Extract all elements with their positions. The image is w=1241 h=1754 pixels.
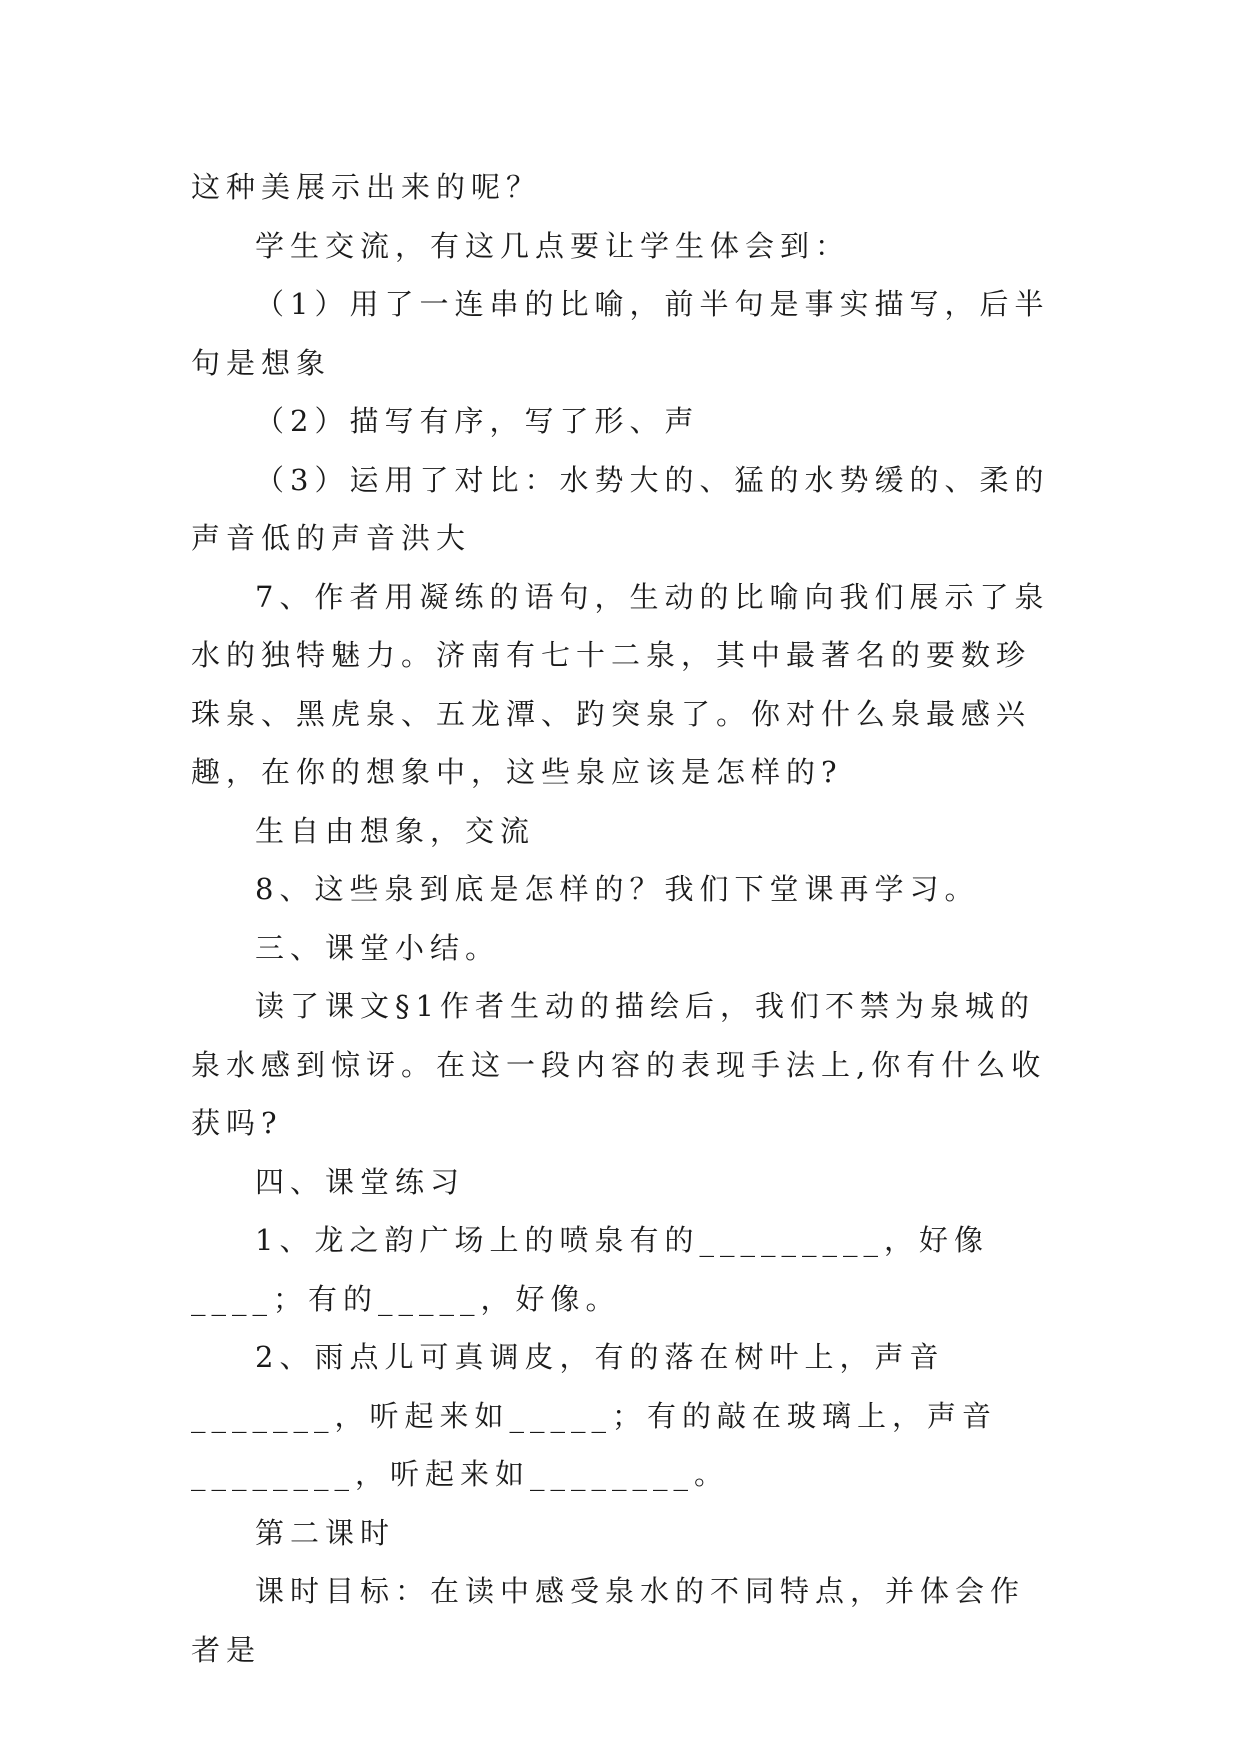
paragraph-lesson-goal: 课时目标：在读中感受泉水的不同特点，并体会作者是 (191, 1574, 1026, 1667)
section-heading-second-lesson: 第二课时 (255, 1515, 396, 1550)
section-heading-practice: 四、课堂练习 (255, 1164, 466, 1199)
paragraph-summary: 读了课文§1作者生动的描绘后，我们不禁为泉城的泉水感到惊讶。在这一段内容的表现手法上,你有什么收获吗? (191, 989, 1047, 1140)
paragraph-point-3: （3）运用了对比：水势大的、猛的水势缓的、柔的声音低的声音洪大 (191, 462, 1050, 555)
section-heading-summary: 三、课堂小结。 (255, 930, 501, 965)
paragraph-student-discussion: 学生交流，有这几点要让学生体会到： (255, 228, 851, 263)
paragraph-point-1: （1）用了一连串的比喻，前半句是事实描写，后半句是想象 (191, 287, 1050, 380)
exercise-1: 1、龙之韵广场上的喷泉有的_________，好像____；有的_____，好像。 (191, 1223, 989, 1316)
paragraph-item-8: 8、这些泉到底是怎样的？我们下堂课再学习。 (255, 872, 980, 906)
paragraph-continuation: 这种美展示出来的呢？ (191, 170, 542, 204)
paragraph-item-7: 7、作者用凝练的语句，生动的比喻向我们展示了泉水的独特魅力。济南有七十二泉，其中最著名的要数珍珠泉、黑虎泉、五龙潭、趵突泉了。你对什么泉最感兴趣，在你的想象中，这些泉应该是怎样的? (191, 579, 1050, 789)
paragraph-point-2: （2）描写有序，写了形、声 (255, 404, 700, 438)
paragraph-free-imagination: 生自由想象，交流 (255, 813, 536, 848)
body-text (191, 158, 1053, 1679)
exercise-2: 2、雨点儿可真调皮，有的落在树叶上，声音_______，听起来如_____；有的敲在玻璃上，声音________，听起来如________。 (191, 1340, 998, 1491)
